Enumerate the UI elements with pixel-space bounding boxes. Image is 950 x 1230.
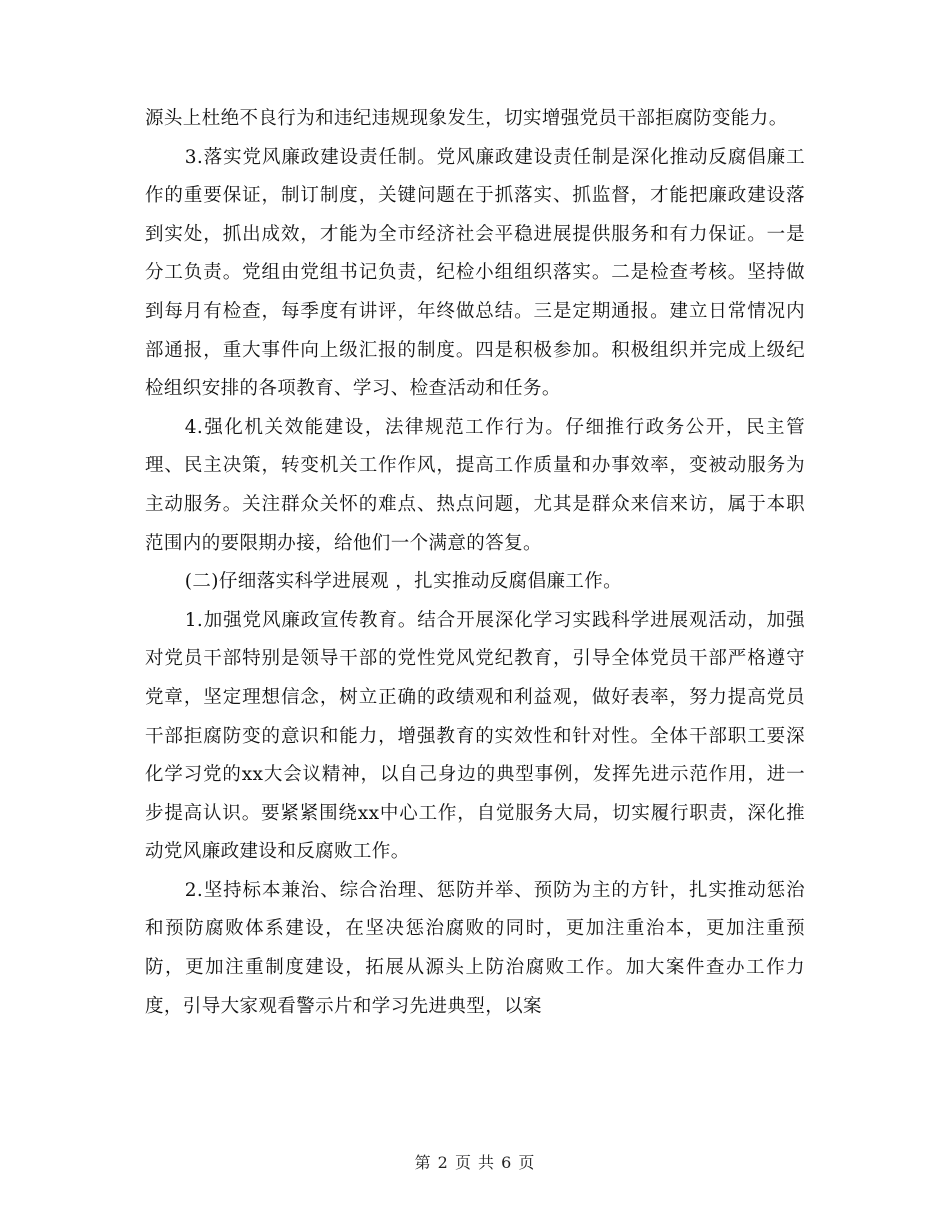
body-text: [145, 100, 805, 1026]
paragraph-item-4: 4.强化机关效能建设，法律规范工作行为。仔细推行政务公开，民主管理、民主决策，转变机关工作作风，提高工作质量和办事效率，变被动服务为主动服务。关注群众关怀的难点、热点问题，尤其是群众来信来访，属于本职范围内的要限期办接，给他们一个满意的答复。: [145, 416, 805, 554]
paragraph-item-3: 3.落实党风廉政建设责任制。党风廉政建设责任制是深化推动反腐倡廉工作的重要保证，制订制度，关键问题在于抓落实、抓监督，才能把廉政建设落到实处，抓出成效，才能为全市经济社会平稳进展提供服务和有力保证。一是分工负责。党组由党组书记负责，纪检小组组织落实。二是检查考核。坚持做到每月有检查，每季度有讲评，年终做总结。三是定期通报。建立日常情况内部通报，重大事件向上级汇报的制度。四是积极参加。积极组织并完成上级纪检组织安排的各项教育、学习、检查活动和任务。: [145, 146, 805, 400]
page-number-footer: 第 2 页 共 6 页: [414, 1153, 536, 1172]
paragraph-continuation: 源头上杜绝不良行为和违纪违规现象发生，切实增强党员干部拒腐防变能力。: [145, 108, 788, 129]
paragraph-item-2: 2.坚持标本兼治、综合治理、惩防并举、预防为主的方针，扎实推动惩治和预防腐败体系建设，在坚决惩治腐败的同时，更加注重治本，更加注重预防，更加注重制度建设，拓展从源头上防治腐败工作。加大案件查办工作力度，引导大家观看警示片和学习先进典型，以案: [145, 879, 805, 1017]
section-heading-2: (二)仔细落实科学进展观 ，扎实推动反腐倡廉工作。: [184, 571, 623, 593]
paragraph-item-1: 1.加强党风廉政宣传教育。结合开展深化学习实践科学进展观活动，加强对党员干部特别是领导干部的党性党风党纪教育，引导全体党员干部严格遵守党章，坚定理想信念，树立正确的政绩观和利益观，做好表率，努力提高党员干部拒腐防变的意识和能力，增强教育的实效性和针对性。全体干部职工要深化学习党的xx大会议精神，以自己身边的典型事例，发挥先进示范作用，进一步提高认识。要紧紧围绕xx中心工作，自觉服务大局，切实履行职责，深化推动党风廉政建设和反腐败工作。: [145, 609, 805, 863]
